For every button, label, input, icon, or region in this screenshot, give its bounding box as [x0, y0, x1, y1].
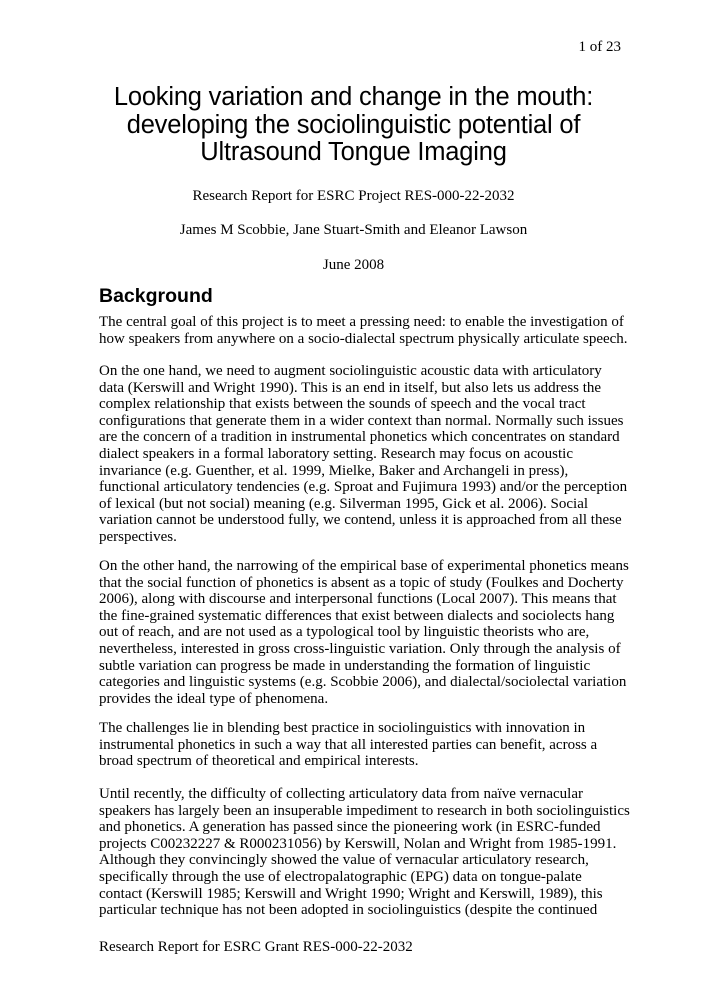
text-line: projects C00232227 & R000231056) by Kerswill, Nolan and Wright from 1985-1991.	[99, 835, 617, 852]
text-line: On the one hand, we need to augment sociolinguistic acoustic data with articulatory	[99, 363, 602, 379]
report-subtitle: Research Report for ESRC Project RES-000-22-2032	[192, 188, 515, 204]
text-line: instrumental phonetics in such a way that all interested parties can benefit, across a	[99, 736, 598, 753]
text-line: On the other hand, the narrowing of the empirical base of experimental phonetics means	[99, 558, 629, 574]
text-line: 2006), along with discourse and interpersonal functions (Local 2007). This means that	[99, 591, 617, 608]
text-line: The challenges lie in blending best practice in sociolinguistics with innovation in	[99, 720, 586, 736]
paragraph-1	[99, 314, 639, 347]
text-line: contact (Kerswill 1985; Kerswill and Wright 1990; Wright and Kerswill, 1989), this	[99, 885, 603, 902]
text-line: are the concern of a tradition in instrumental phonetics which concentrates on standard	[99, 429, 620, 446]
section-heading-background: Background	[99, 285, 213, 307]
text-line: that the social function of phonetics is absent as a topic of study (Foulkes and Docherty	[99, 574, 624, 591]
text-line: out of reach, and are not used as a typological tool by linguistic theorists who are,	[99, 624, 590, 641]
text-line: invariance (e.g. Guenther, et al. 1999, Mielke, Baker and Archangeli in press),	[99, 462, 569, 479]
title-line: Ultrasound Tongue Imaging	[200, 138, 507, 166]
report-date: June 2008	[322, 257, 385, 273]
title-line: developing the sociolinguistic potential of	[126, 110, 581, 139]
text-line: complex relationship that exists between the sounds of speech and the vocal tract	[99, 396, 586, 413]
title-line: Looking variation and change in the mouth:	[113, 83, 594, 111]
text-line: functional articulatory tendencies (e.g. Sproat and Fujimura 1993) and/or the perception	[99, 479, 628, 496]
text-line: subtle variation can progress be made in understanding the formation of linguistic	[99, 657, 591, 674]
text-line: of lexical (but not social) meaning (e.g. Silverman 1995, Gick et al. 2006). Social	[99, 495, 589, 512]
paragraph-4	[99, 720, 639, 770]
text-line: particular technique has not been adopted in sociolinguistics (despite the continued	[99, 902, 598, 919]
text-line: Until recently, the difficulty of collecting articulatory data from naïve vernacular	[99, 786, 583, 802]
paragraph-3	[99, 558, 639, 707]
text-line: dialect speakers in a formal laboratory setting. Research may focus on acoustic	[99, 445, 573, 462]
text-line: Although they convincingly showed the value of vernacular articulatory research,	[99, 852, 589, 869]
text-line: data (Kerswill and Wright 1990). This is an end in itself, but also lets us address the	[99, 379, 602, 396]
text-line: variation cannot be understood fully, we contend, unless it is approached from all these	[99, 512, 622, 529]
text-line: The central goal of this project is to meet a pressing need: to enable the investigation of	[99, 314, 624, 330]
document-title	[0, 84, 707, 167]
text-line: specifically through the use of electropalatographic (EPG) data on tongue-palate	[99, 868, 582, 885]
text-line: nevertheless, interested in gross cross-linguistic variation. Only through the analysis of	[99, 640, 621, 657]
text-line: broad spectrum of theoretical and empirical interests.	[99, 753, 419, 770]
authors: James M Scobbie, Jane Stuart-Smith and Eleanor Lawson	[179, 222, 528, 238]
text-line: how speakers from anywhere on a socio-dialectal spectrum physically articulate speech.	[99, 330, 628, 347]
text-line: the fine-grained systematic differences that exist between dialects and sociolects hang	[99, 607, 615, 624]
paragraph-5	[99, 786, 639, 919]
paragraph-2	[99, 363, 639, 546]
text-line: provides the ideal type of phenomena.	[99, 690, 329, 707]
text-line: and phonetics. A generation has passed since the pioneering work (in ESRC-funded	[99, 819, 601, 836]
page-number: 1 of 23	[578, 39, 621, 55]
text-line: perspectives.	[99, 528, 177, 545]
text-line: speakers has largely been an insuperable impediment to research in both sociolinguistics	[99, 802, 630, 819]
text-line: categories and linguistic systems (e.g. Scobbie 2006), and dialectal/sociolectal variation	[99, 674, 627, 691]
page-footer: Research Report for ESRC Grant RES-000-22-2032	[99, 939, 413, 955]
text-line: configurations that generate them in a wider context than normal. Normally such issues	[99, 412, 624, 429]
